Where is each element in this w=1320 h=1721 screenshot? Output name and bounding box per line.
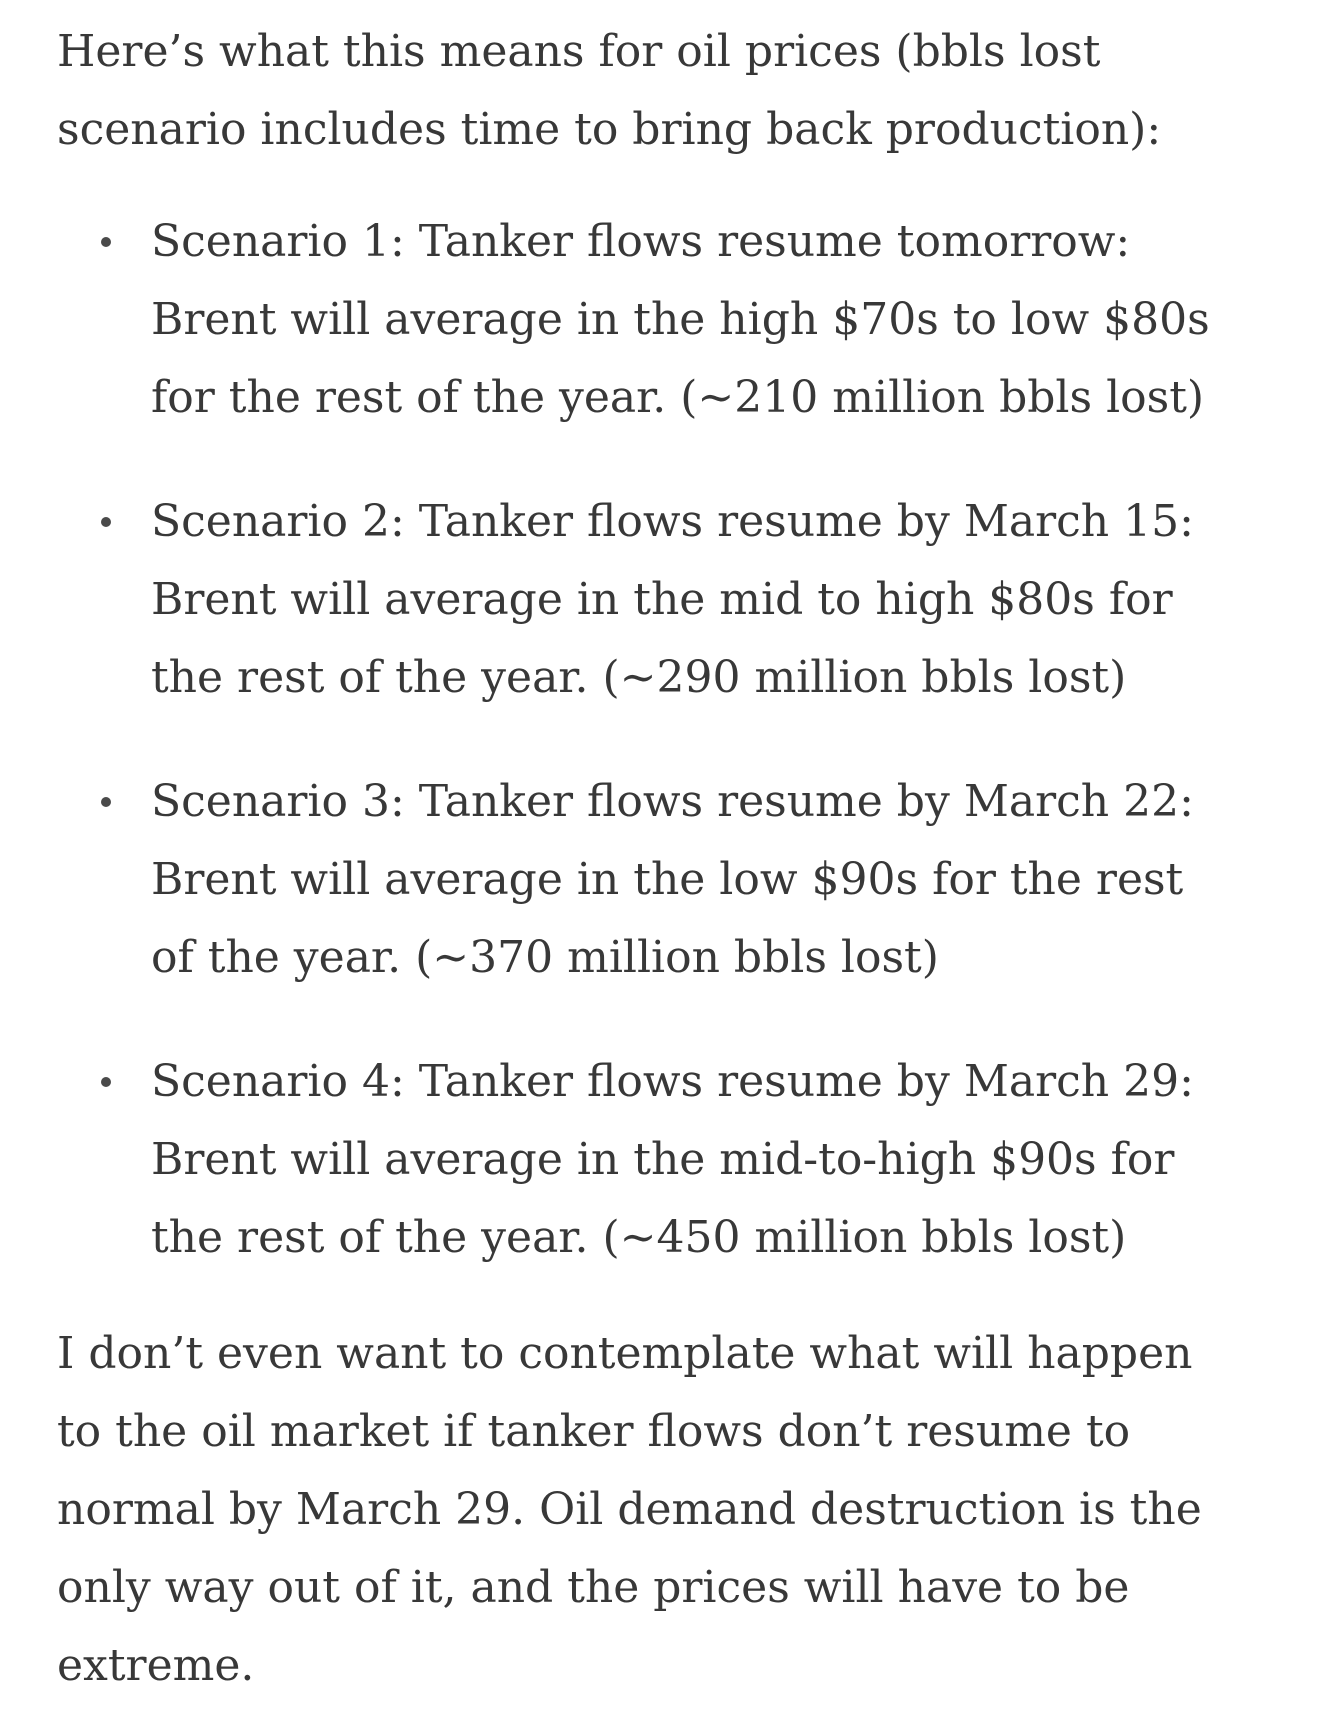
scenario-line: Scenario 4: Tanker flows resume by March 29: <box>151 1056 1194 1107</box>
scenario-line: the rest of the year. (~450 million bbls lost) <box>151 1212 1127 1263</box>
list-item-scenario-1 <box>57 203 1270 437</box>
list-item-scenario-4 <box>57 1043 1270 1277</box>
scenario-line: Scenario 3: Tanker flows resume by March 22: <box>151 776 1194 827</box>
outro-line: normal by March 29. Oil demand destruction is the <box>57 1484 1202 1535</box>
outro-line: to the oil market if tanker flows don’t resume to <box>57 1406 1131 1457</box>
scenario-line: Brent will average in the high $70s to low $80s <box>151 294 1210 345</box>
scenario-line: Scenario 2: Tanker flows resume by March 15: <box>151 496 1194 547</box>
outro-line: I don’t even want to contemplate what will happen <box>57 1328 1193 1379</box>
scenario-line: of the year. (~370 million bbls lost) <box>151 932 939 983</box>
intro-line: scenario includes time to bring back production): <box>57 104 1162 155</box>
outro-paragraph <box>57 1315 1270 1705</box>
scenario-line: Brent will average in the mid to high $80s for <box>151 574 1173 625</box>
bullet-dot-icon <box>101 517 111 527</box>
outro-line: only way out of it, and the prices will have to be <box>57 1562 1130 1613</box>
scenario-line: Scenario 1: Tanker flows resume tomorrow: <box>151 216 1131 267</box>
bullet-dot-icon <box>101 797 111 807</box>
bullet-dot-icon <box>101 237 111 247</box>
outro-line: extreme. <box>57 1640 255 1691</box>
intro-paragraph <box>57 13 1270 169</box>
scenario-line: Brent will average in the low $90s for the rest <box>151 854 1184 905</box>
list-item-scenario-3 <box>57 763 1270 997</box>
scenario-line: for the rest of the year. (~210 million bbls lost) <box>151 372 1205 423</box>
list-item-scenario-2 <box>57 483 1270 717</box>
intro-line: Here’s what this means for oil prices (bbls lost <box>57 26 1101 77</box>
bullet-dot-icon <box>101 1077 111 1087</box>
scenario-list <box>57 203 1270 1277</box>
scenario-line: Brent will average in the mid-to-high $90s for <box>151 1134 1175 1185</box>
scenario-line: the rest of the year. (~290 million bbls lost) <box>151 652 1127 703</box>
